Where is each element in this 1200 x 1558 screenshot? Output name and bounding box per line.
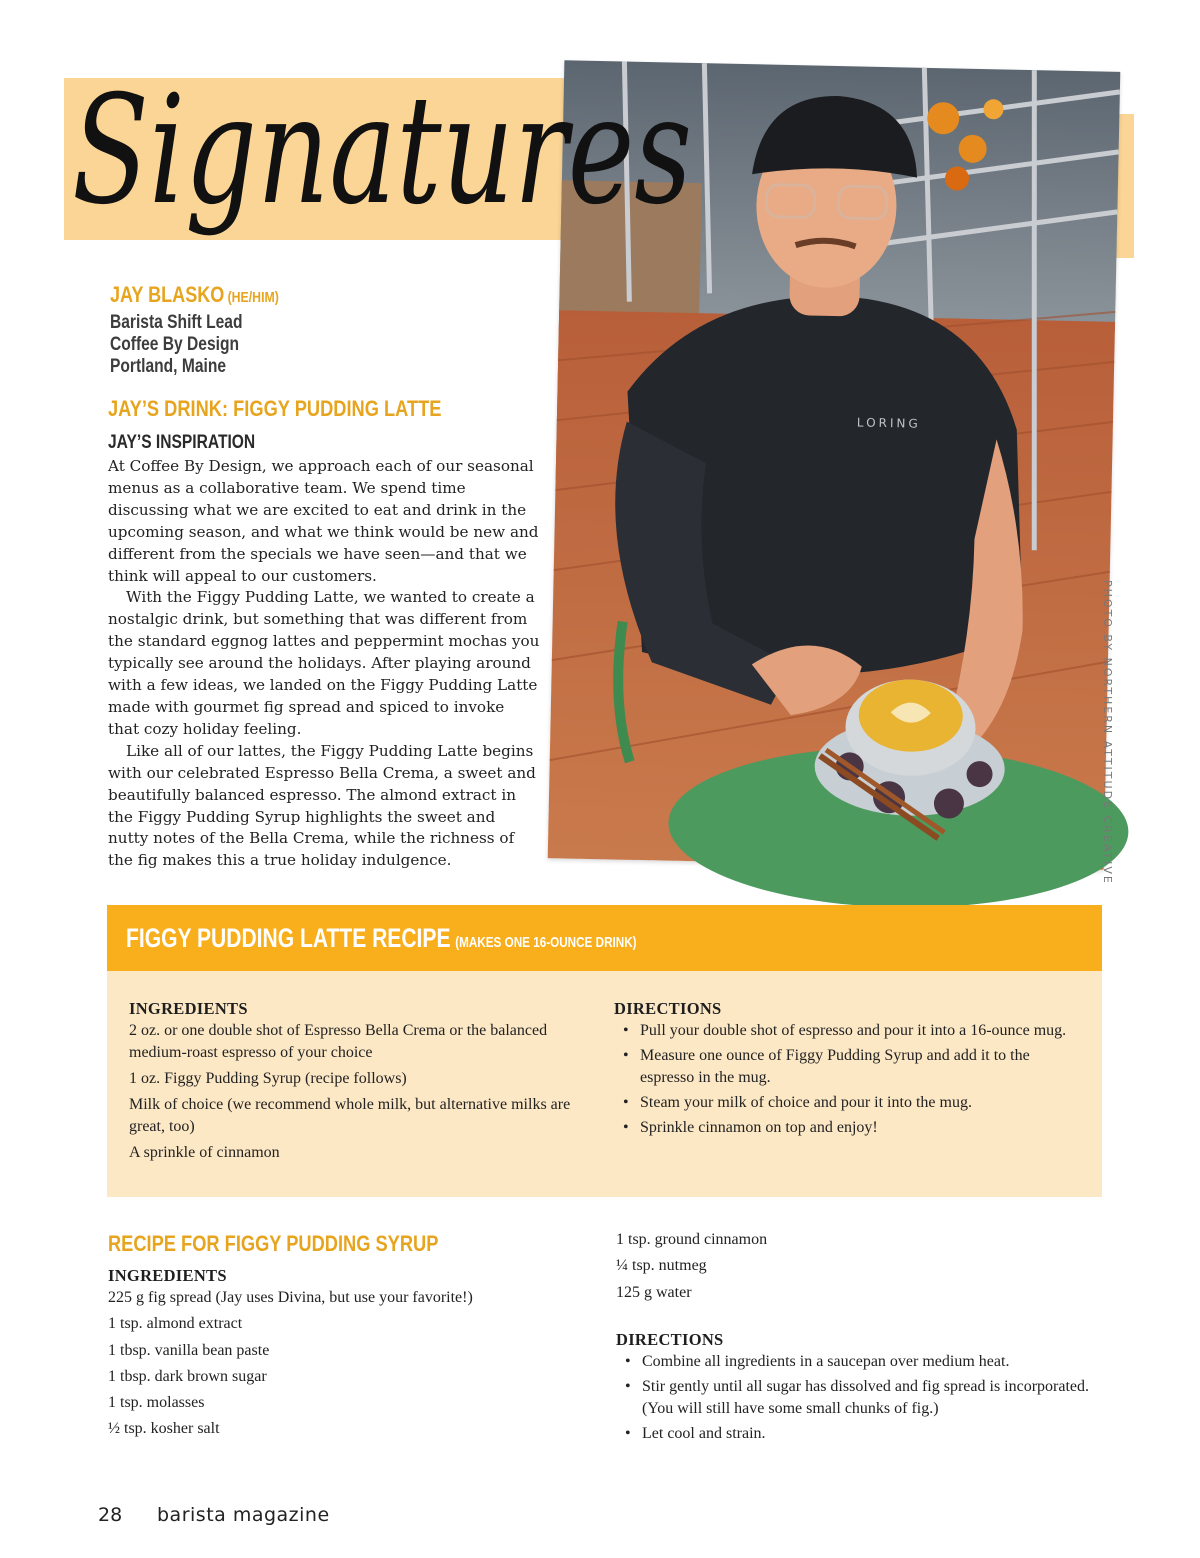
- ingredient-item: Milk of choice (we recommend whole milk, but alternative milks are great, too): [129, 1096, 571, 1135]
- ingredient-item: ½ tsp. kosher salt: [108, 1420, 220, 1438]
- syrup-ingredients-list-continued: [616, 1229, 1056, 1308]
- inspiration-paragraph: With the Figgy Pudding Latte, we wanted to create a nostalgic drink, but something that was different from the standard eggnog lattes and peppermint mochas you typically see around the holidays. After playing around with a few ideas, we landed on the Figgy Pudding Latte made with gourmet fig spread and spiced to invoke that cozy holiday feeling.: [108, 588, 540, 738]
- ingredient-item: 1 tsp. ground cinnamon: [616, 1231, 768, 1248]
- barista-name: [110, 282, 279, 308]
- ingredient-item: 1 tbsp. vanilla bean paste: [108, 1341, 270, 1359]
- recipe-directions-heading: DIRECTIONS: [614, 999, 722, 1018]
- barista-company: Coffee By Design: [110, 334, 239, 355]
- page-title: [66, 52, 706, 272]
- shirt-logo: LORING: [856, 415, 921, 431]
- ingredient-item: 1 tbsp. dark brown sugar: [108, 1367, 267, 1385]
- direction-item: • Sprinkle cinnamon on top and enjoy!: [614, 1117, 1084, 1139]
- direction-item: • Stir gently until all sugar has dissolved and fig spread is incorporated. (You will still have some small chunks of fig.): [616, 1376, 1096, 1420]
- ingredient-item: 1 oz. Figgy Pudding Syrup (recipe follows): [129, 1070, 407, 1087]
- syrup-ingredients-list: [108, 1287, 548, 1445]
- inspiration-body: [108, 456, 540, 872]
- page-title-text: Signatures: [72, 64, 692, 238]
- inspiration-paragraph: At Coffee By Design, we approach each of our seasonal menus as a collaborative team. We spend time discussing what we are excited to eat and drink in the upcoming season, and what we think would be new and different from the specials we have seen—and that we think will appeal to our customers.: [108, 457, 539, 585]
- recipe-title: [126, 923, 637, 954]
- page-number: 28: [98, 1504, 123, 1526]
- photo-credit: PHOTO BY NORTHERN ATTITUDE CREATIVE: [1101, 580, 1114, 885]
- barista-name-text: JAY BLASKO: [110, 282, 225, 307]
- syrup-title: RECIPE FOR FIGGY PUDDING SYRUP: [108, 1231, 439, 1256]
- barista-location: Portland, Maine: [110, 356, 227, 377]
- barista-role: Barista Shift Lead: [110, 312, 243, 333]
- recipe-title-text: FIGGY PUDDING LATTE RECIPE: [126, 923, 451, 953]
- ingredient-item: 125 g water: [616, 1283, 692, 1301]
- ingredient-item: 225 g fig spread (Jay uses Divina, but use your favorite!): [108, 1289, 473, 1306]
- syrup-ingredients-heading: INGREDIENTS: [108, 1266, 227, 1285]
- ingredient-item: ¼ tsp. nutmeg: [616, 1257, 707, 1275]
- ingredient-item: 2 oz. or one double shot of Espresso Bella Crema or the balanced medium-roast espresso of your choice: [129, 1022, 548, 1061]
- ingredient-item: 1 tsp. molasses: [108, 1394, 205, 1412]
- magazine-name: barista magazine: [157, 1504, 330, 1526]
- direction-item: • Let cool and strain.: [616, 1423, 1096, 1445]
- barista-pronouns: (HE/HIM): [227, 289, 279, 306]
- direction-item: • Combine all ingredients in a saucepan over medium heat.: [616, 1351, 1096, 1373]
- ingredient-item: 1 tsp. almond extract: [108, 1315, 243, 1333]
- recipe-subtitle: (MAKES ONE 16-OUNCE DRINK): [455, 934, 637, 951]
- direction-item: • Pull your double shot of espresso and pour it into a 16-ounce mug.: [614, 1020, 1084, 1042]
- inspiration-paragraph: Like all of our lattes, the Figgy Pudding Latte begins with our celebrated Espresso Bella Crema, a sweet and beautifully balanced espresso. The almond extract in the Figgy Pudding Syrup highlights the sweet and nutty notes of the Bella Crema, while the richness of the fig makes this a true holiday indulgence.: [108, 741, 536, 870]
- recipe-directions-list: [614, 1020, 1084, 1142]
- recipe-ingredients-list: [129, 1020, 599, 1168]
- direction-item: • Steam your milk of choice and pour it into the mug.: [614, 1092, 1084, 1114]
- direction-item: • Measure one ounce of Figgy Pudding Syrup and add it to the espresso in the mug.: [614, 1045, 1084, 1089]
- syrup-directions-list: [616, 1351, 1096, 1448]
- recipe-ingredients-heading: INGREDIENTS: [129, 999, 248, 1018]
- drink-title: JAY’S DRINK: FIGGY PUDDING LATTE: [108, 396, 442, 421]
- ingredient-item: A sprinkle of cinnamon: [129, 1144, 280, 1161]
- inspiration-heading: JAY’S INSPIRATION: [108, 432, 256, 453]
- syrup-directions-heading: DIRECTIONS: [616, 1330, 724, 1349]
